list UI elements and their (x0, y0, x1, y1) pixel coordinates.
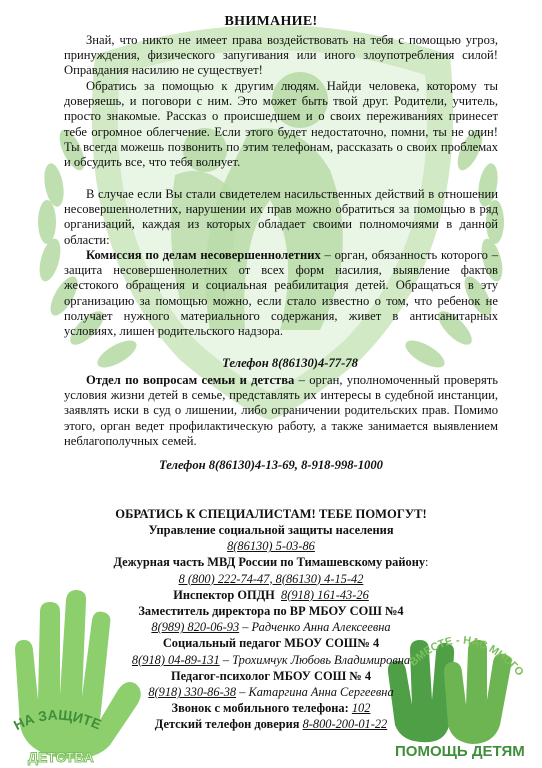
paragraph-commission (64, 248, 498, 339)
psychologist-name: – Катаргина Анна Сергеевна (236, 685, 394, 700)
right-logo-bottom-text: ПОМОЩЬ ДЕТЯМ (395, 743, 525, 760)
paragraph-warning: Знай, что никто не имеет права воздействовать на тебя с помощью угроз, принуждения, физического запугивания или иного злоупотребления силой! Оправдания насилию не существует! (64, 33, 498, 78)
mobile-call-phone: 102 (351, 701, 371, 716)
police-colon: : (425, 555, 429, 570)
commission-phone: Телефон 8(86130)4-77-78 (222, 356, 358, 370)
family-department-name: Отдел по вопросам семьи и детства (86, 373, 295, 387)
trust-line-phone: 8-800-200-01-22 (302, 717, 388, 732)
mobile-call-title: Звонок с мобильного телефона: (171, 701, 349, 716)
family-department-description: – орган, уполномоченный проверять условия жизни детей в семье, представлять их интересы в судебной инстанции, заявлять иски в суд о лишении, либо ограничении родительских прав. Помимо этого, орган ведет профилактическую работу, а также занимается выявлением неблагополучных семей. (64, 373, 498, 448)
social-protection-title: Управление социальной защиты населения (148, 523, 394, 537)
police-phone: 8 (800) 222-74-47, 8(86130) 4-15-42 (178, 571, 364, 586)
deputy-director-phone: 8(989) 820-06-93 (151, 620, 240, 635)
social-pedagogue-name: – Трохимчук Любовь Владимировна (219, 652, 411, 667)
paragraph-family-department (64, 373, 498, 449)
contacts-block (40, 506, 502, 733)
trust-line-title: Детский телефон доверия (154, 717, 300, 732)
psychologist-phone: 8(918) 330-86-38 (148, 685, 237, 700)
deputy-director-title: Заместитель директора по ВР МБОУ СОШ №4 (138, 604, 404, 619)
paragraph-witness: В случае если Вы стали свидетелем насильственных действий в отношении несовершеннолетних, нарушении их прав можно обратиться за помощью в ряд организаций, каждая из которых обладает своими полномочиями в данной области: (64, 187, 498, 247)
family-department-phone: Телефон 8(86130)4-13-69, 8-918-998-1000 (159, 458, 383, 472)
page-title: ВНИМАНИЕ! (224, 14, 318, 29)
social-protection-phone: 8(86130) 5-03-86 (227, 539, 315, 554)
social-pedagogue-title: Социальный педагог МБОУ СОШ№ 4 (162, 636, 380, 651)
opdn-phone: 8(918) 161-43-26 (281, 587, 369, 602)
commission-description: – орган, обязанность которого – защита несовершеннолетних от всех форм насилия, выявление фактов жестокого обращения и социальная реабилитация детей. Обращаться в эту организацию за помощью можно, если стало известно о том, что ребенок не получает нужного материального содержания, живет в антисанитарных условиях, лишен родительского надзора. (64, 248, 499, 339)
police-title: Дежурная часть МВД России по Тимашевскому району (113, 555, 426, 570)
deputy-director-name: – Радченко Анна Алексеевна (239, 620, 391, 635)
right-logo-arc-text: ВМЕСТЕ - НАС МНОГО (407, 634, 526, 679)
contacts-heading: ОБРАТИСЬ К СПЕЦИАЛИСТАМ! ТЕБЕ ПОМОГУТ! (115, 507, 427, 521)
left-logo-line2: ДЕТСТВА (28, 749, 94, 765)
left-logo-line1: НА ЗАЩИТЕ (10, 706, 104, 734)
paragraph-seek-help: Обратись за помощью к другим людям. Найди человека, которому ты доверяешь, и поговори с ним. Это может быть твой друг. Родители, учитель, просто знакомые. Рассказ о происшедшем и о своих переживаниях принесет тебе огромное облегчение. Если этого будет недостаточно, помни, ты не один! Ты всегда можешь позвонить по этим телефонам, рассказать о своих проблемах и обсудить все, что тебя волнует. (64, 79, 498, 170)
psychologist-title: Педагог-психолог МБОУ СОШ № 4 (170, 668, 372, 683)
commission-name: Комиссия по делам несовершеннолетних (86, 248, 321, 262)
opdn-title: Инспектор ОПДН (173, 587, 275, 602)
social-pedagogue-phone: 8(918) 04-89-131 (131, 652, 220, 667)
